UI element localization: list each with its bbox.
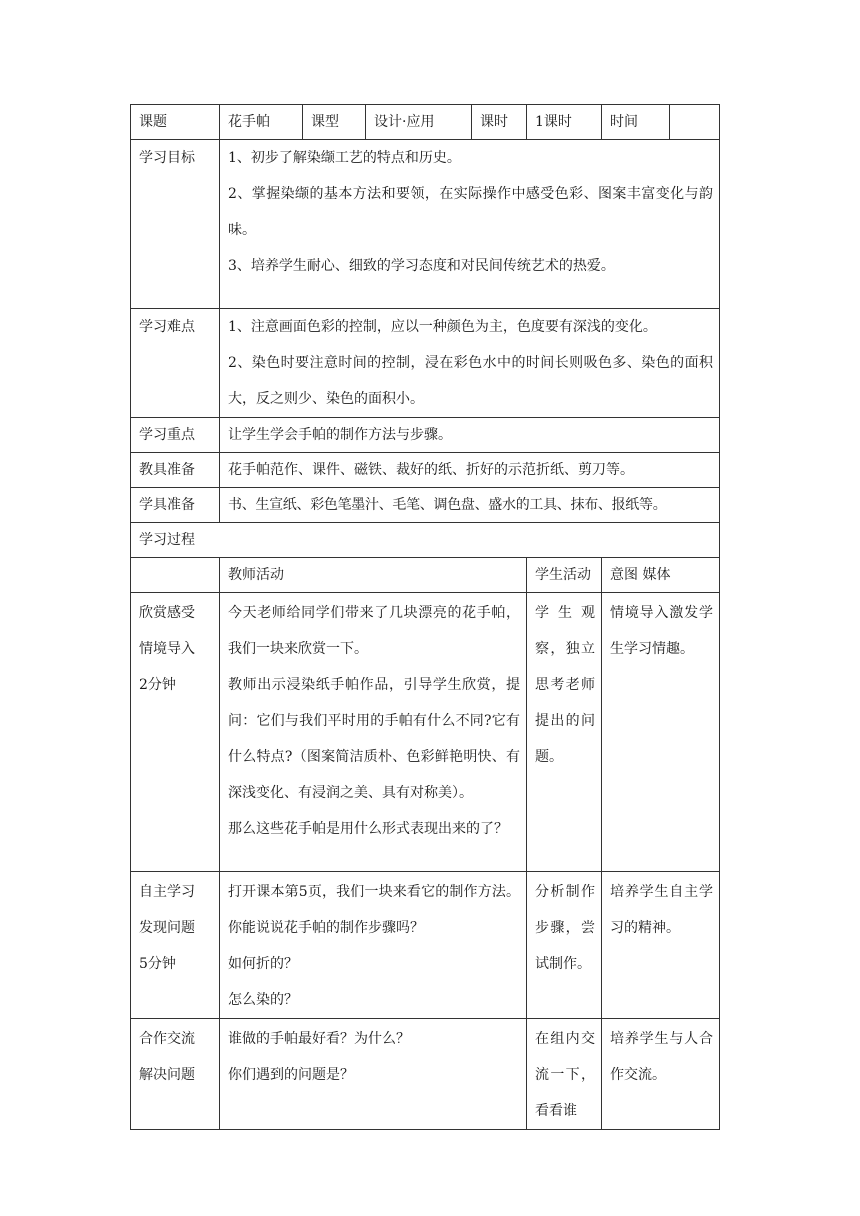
- goal-item: 3、培养学生耐心、细致的学习态度和对民间传统艺术的热爱。: [228, 258, 615, 274]
- period-value: 1课时: [527, 105, 602, 140]
- teacher-prep-row: [131, 453, 720, 488]
- student-activity: 分析制作步骤，尝试制作。: [527, 872, 602, 1019]
- stage-line: 解决问题: [139, 1067, 195, 1083]
- process-stage-header: [131, 558, 220, 593]
- key-point-value: 让学生学会手帕的制作方法与步骤。: [220, 418, 720, 453]
- difficulty-content: [220, 309, 720, 418]
- stage-line: 欣赏感受: [139, 605, 195, 621]
- difficulty-item: 2、染色时要注意时间的控制，浸在彩色水中的时间长则吸色多、染色的面积大，反之则少、染色的面积小。: [228, 355, 713, 407]
- teacher-activity-line: 那么这些花手帕是用什么形式表现出来的了？: [228, 821, 508, 837]
- teacher-prep-value: 花手帕范作、课件、磁铁、裁好的纸、折好的示范折纸、剪刀等。: [220, 453, 720, 488]
- teacher-activity-line: 谁做的手帕最好看？为什么？: [228, 1031, 410, 1047]
- key-point-label: 学习重点: [131, 418, 220, 453]
- student-prep-value: 书、生宣纸、彩色笔墨汁、毛笔、调色盘、盛水的工具、抹布、报纸等。: [220, 488, 720, 523]
- period-label: 课时: [472, 105, 527, 140]
- lesson-plan-page: [130, 104, 719, 1130]
- teacher-activity-line: 如何折的？: [228, 956, 298, 972]
- process-title-row: [131, 523, 720, 558]
- process-row: [131, 593, 720, 872]
- goals-content: [220, 140, 720, 309]
- stage-line: 情境导入: [139, 641, 195, 657]
- teacher-activity-line: 你们遇到的问题是？: [228, 1067, 354, 1083]
- student-activity: 在组内交流一下，看看谁: [527, 1019, 602, 1130]
- topic-value: 花手帕: [220, 105, 303, 140]
- intent-media-header: 意图 媒体: [602, 558, 720, 593]
- process-row: [131, 1019, 720, 1130]
- difficulty-label: 学习难点: [131, 309, 220, 418]
- type-value: 设计·应用: [366, 105, 472, 140]
- process-row: [131, 872, 720, 1019]
- topic-label: 课题: [131, 105, 220, 140]
- key-point-row: [131, 418, 720, 453]
- student-activity: 学生观察，独立思考老师提出的问题。: [527, 593, 602, 872]
- intent-media: 培养学生与人合作交流。: [602, 1019, 720, 1130]
- stage-line: 合作交流: [139, 1031, 195, 1047]
- difficulty-row: [131, 309, 720, 418]
- process-stage: [131, 872, 220, 1019]
- goals-row: [131, 140, 720, 309]
- process-stage: [131, 593, 220, 872]
- type-label: 课型: [303, 105, 366, 140]
- teacher-activity-line: 教师出示浸染纸手帕作品，引导学生欣赏，提问：它们与我们平时用的手帕有什么不同?它有什么特点?（图案简洁质朴、色彩鲜艳明快、有深浅变化、有浸润之美、具有对称美）。: [228, 677, 520, 801]
- student-prep-label: 学具准备: [131, 488, 220, 523]
- header-row: [131, 105, 720, 140]
- teacher-activity-line: 今天老师给同学们带来了几块漂亮的花手帕，我们一块来欣赏一下。: [228, 605, 520, 657]
- process-header-row: [131, 558, 720, 593]
- goals-label: 学习目标: [131, 140, 220, 309]
- stage-line: 发现问题: [139, 920, 195, 936]
- lesson-plan-table: [130, 104, 720, 1130]
- process-stage: [131, 1019, 220, 1130]
- student-prep-row: [131, 488, 720, 523]
- teacher-activity: [220, 593, 527, 872]
- process-label: 学习过程: [131, 523, 720, 558]
- time-label: 时间: [602, 105, 670, 140]
- teacher-prep-label: 教具准备: [131, 453, 220, 488]
- stage-line: 2分钟: [139, 677, 176, 693]
- student-activity-header: 学生活动: [527, 558, 602, 593]
- teacher-activity-line: 怎么染的？: [228, 992, 298, 1008]
- goal-item: 2、掌握染缬的基本方法和要领，在实际操作中感受色彩、图案丰富变化与韵味。: [228, 186, 713, 238]
- teacher-activity-line: 打开课本第5页，我们一块来看它的制作方法。你能说说花手帕的制作步骤吗？: [228, 884, 520, 936]
- stage-line: 5分钟: [139, 956, 176, 972]
- intent-media: 培养学生自主学习的精神。: [602, 872, 720, 1019]
- teacher-activity: [220, 872, 527, 1019]
- teacher-activity-header: 教师活动: [220, 558, 527, 593]
- stage-line: 自主学习: [139, 884, 195, 900]
- intent-media: 情境导入激发学生学习情趣。: [602, 593, 720, 872]
- goal-item: 1、初步了解染缬工艺的特点和历史。: [228, 150, 461, 166]
- teacher-activity: [220, 1019, 527, 1130]
- difficulty-item: 1、注意画面色彩的控制，应以一种颜色为主，色度要有深浅的变化。: [228, 319, 657, 335]
- time-value: [670, 105, 720, 140]
